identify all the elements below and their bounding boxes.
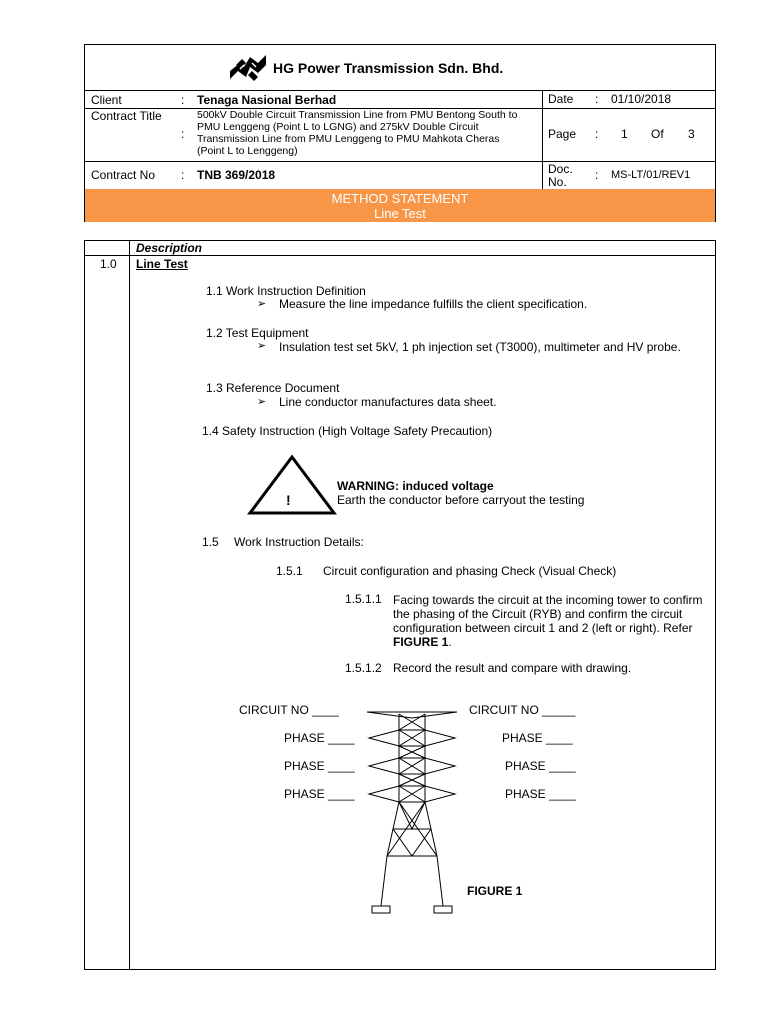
bullet-arrow-icon: ➢	[257, 396, 267, 408]
section-1-1-bullet: Measure the line impedance fulfills the client specification.	[279, 297, 588, 311]
warning-title: WARNING: induced voltage	[337, 479, 494, 493]
colon: :	[595, 127, 599, 141]
page-total: 3	[688, 127, 695, 141]
doc-no-label: Doc. No.	[548, 162, 573, 189]
section-1-5-1-2-text: Record the result and compare with drawing.	[393, 661, 632, 675]
circuit-left-label: CIRCUIT NO ____	[239, 703, 339, 717]
contract-title-value: 500kV Double Circuit Transmission Line from PMU Bentong South to PMU Lenggeng (Point L to LGNG) and 275kV Double Circuit Transmission Line from PMU Lenggeng to PMU Mahkota Cheras (Point L to Lenggeng)	[197, 109, 518, 157]
description-table	[84, 240, 716, 970]
date-label: Date	[548, 92, 574, 106]
transmission-tower-icon	[361, 706, 463, 920]
section-title: Line Test	[136, 257, 188, 271]
page-label: Page	[548, 127, 577, 141]
doc-no-value: MS-LT/01/REV1	[611, 169, 691, 181]
section-1-1: 1.1 Work Instruction Definition	[206, 284, 366, 298]
section-1-5-title: Work Instruction Details:	[234, 535, 364, 549]
divider	[85, 255, 715, 256]
section-1-5-1-2-number: 1.5.1.2	[345, 661, 382, 675]
section-1-4: 1.4 Safety Instruction (High Voltage Safety Precaution)	[202, 424, 493, 438]
client-label: Client	[91, 93, 122, 107]
section-1-2-bullet: Insulation test set 5kV, 1 ph injection set (T3000), multimeter and HV probe.	[279, 340, 681, 354]
warning-mark: !	[286, 492, 291, 508]
phase-right-2: PHASE ____	[505, 759, 576, 773]
figure-reference: FIGURE 1	[393, 635, 449, 649]
section-1-5-1-1-text: Facing towards the circuit at the incoming tower to confirm the phasing of the Circuit (RYB) and confirm the circuit configuration between circuit 1 and 2 (left or right). Refer FIGURE 1.	[393, 593, 703, 649]
contract-no-value: TNB 369/2018	[197, 168, 276, 182]
colon: :	[595, 168, 599, 182]
divider	[129, 241, 130, 969]
company-name: HG Power Transmission Sdn. Bhd.	[273, 60, 504, 76]
section-1-5-1-1-number: 1.5.1.1	[345, 592, 382, 606]
colon: :	[181, 93, 185, 107]
description-header: Description	[136, 241, 203, 255]
banner-subtitle: Line Test	[374, 206, 426, 221]
colon: :	[595, 92, 599, 106]
page-value: 1	[621, 127, 628, 141]
page-of: Of	[651, 127, 664, 141]
colon: :	[181, 168, 185, 182]
phase-right-1: PHASE ____	[502, 731, 573, 745]
divider	[85, 161, 715, 162]
section-1-3: 1.3 Reference Document	[206, 381, 340, 395]
phase-right-3: PHASE ____	[505, 787, 576, 801]
section-1-3-bullet: Line conductor manufactures data sheet.	[279, 395, 497, 409]
phase-left-2: PHASE ____	[284, 759, 355, 773]
section-1-5-1-number: 1.5.1	[276, 564, 303, 578]
figure-caption: FIGURE 1	[467, 884, 523, 898]
divider	[85, 90, 715, 91]
phase-left-3: PHASE ____	[284, 787, 355, 801]
hg-logo-icon	[228, 51, 268, 83]
banner-title: METHOD STATEMENT	[331, 191, 469, 206]
date-value: 01/10/2018	[611, 92, 672, 106]
warning-text: Earth the conductor before carryout the testing	[337, 493, 585, 507]
section-number: 1.0	[100, 257, 117, 271]
phase-left-1: PHASE ____	[284, 731, 355, 745]
title-banner	[85, 189, 715, 222]
document-header	[84, 44, 716, 222]
contract-title-label: Contract Title	[91, 109, 162, 123]
section-1-2: 1.2 Test Equipment	[206, 326, 309, 340]
section-1-5-number: 1.5	[202, 535, 219, 549]
circuit-right-label: CIRCUIT NO _____	[469, 703, 576, 717]
divider	[542, 90, 543, 189]
contract-no-label: Contract No	[91, 168, 156, 182]
bullet-arrow-icon: ➢	[257, 298, 267, 310]
section-1-5-1-title: Circuit configuration and phasing Check (Visual Check)	[323, 564, 617, 578]
warning-triangle-icon	[247, 454, 337, 516]
colon: :	[181, 127, 185, 141]
client-value: Tenaga Nasional Berhad	[197, 93, 337, 107]
bullet-arrow-icon: ➢	[257, 340, 267, 352]
